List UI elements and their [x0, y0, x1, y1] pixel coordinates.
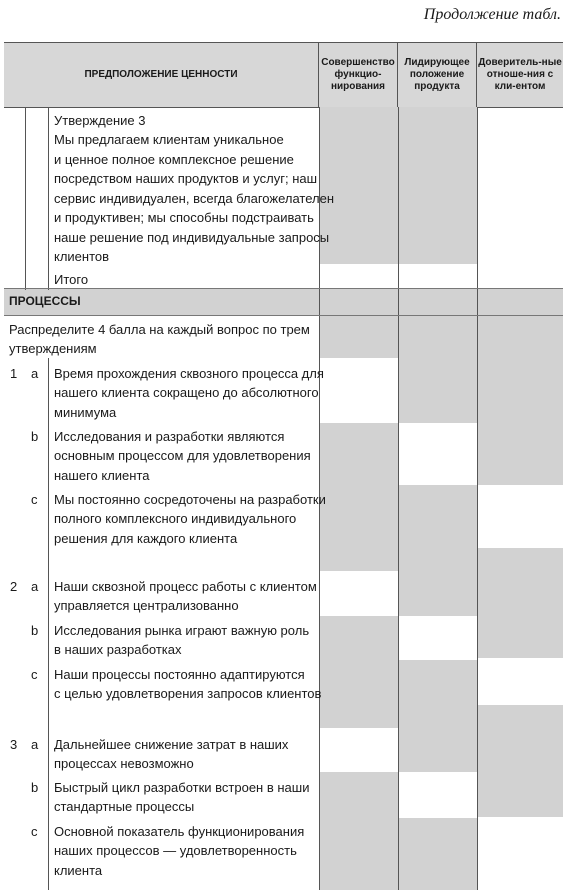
cell-col3-q2c: [477, 705, 563, 817]
item-line: стандартные процессы: [54, 799, 195, 814]
question-number: 2: [10, 579, 18, 594]
statement3-line: клиентов: [54, 249, 110, 264]
item-letter: b: [31, 780, 39, 795]
cell-col1-q2b: [319, 616, 398, 728]
item-line: процессах невозможно: [54, 756, 194, 771]
item-letter: a: [31, 579, 39, 594]
item-line: решения для каждого клиента: [54, 531, 238, 546]
item-line: с целью удовлетворения запросов клиентов: [54, 686, 322, 701]
cell-col1-instruction: [319, 288, 398, 358]
statement3-line: сервис индивидуален, всегда благожелателен: [54, 191, 335, 206]
header-operational-excellence: Совершенство функцио-нирования: [321, 57, 395, 92]
item-line: Наши сквозной процесс работы с клиентом: [54, 579, 317, 594]
cell-col1-q3c: [319, 818, 398, 890]
cell-col2-q3c: [398, 818, 477, 890]
cell-col2-instruction: [398, 288, 477, 423]
item-line: Наши процессы постоянно адаптируются: [54, 667, 305, 682]
item-line: Основной показатель функционирования: [54, 824, 305, 839]
cell-col1-q1b: [319, 423, 398, 571]
cell-col2-statement3: [398, 107, 477, 264]
item-line: Исследования и разработки являются: [54, 429, 285, 444]
item-line: минимума: [54, 405, 117, 420]
instruction-line: утверждениям: [9, 341, 97, 356]
header-product-leadership: Лидирующее положение продукта: [404, 57, 470, 92]
item-letter: a: [31, 366, 39, 381]
item-letter: c: [31, 667, 38, 682]
header-customer-intimacy: Доверитель-ные отноше-ния с кли-ентом: [478, 57, 562, 92]
total-label: Итого: [54, 272, 89, 287]
cell-col3-q2: [477, 548, 563, 658]
cell-col2-q2c: [398, 660, 477, 772]
item-letter: b: [31, 623, 39, 638]
item-line: нашего клиента сокращено до абсолютного: [54, 385, 319, 400]
item-line: Мы постоянно сосредоточены на разработки: [54, 492, 326, 507]
instruction-line: Распределите 4 балла на каждый вопрос по трем: [9, 322, 310, 337]
statement3-line: и ценное полное комплексное решение: [54, 152, 294, 167]
statement3-line: и продуктивен; мы способны подстраивать: [54, 210, 314, 225]
question-number: 1: [10, 366, 18, 381]
statement3-line: наше решение под индивидуальные запросы: [54, 230, 330, 245]
question-number: 3: [10, 737, 18, 752]
table-continuation-caption: Продолжение табл.: [423, 6, 561, 23]
header-value-proposition: ПРЕДПОЛОЖЕНИЕ ЦЕННОСТИ: [84, 69, 238, 80]
cell-col3-instruction: [477, 288, 563, 485]
item-line: Быстрый цикл разработки встроен в наши: [54, 780, 310, 795]
cell-col1-q3b: [319, 772, 398, 818]
item-line: клиента: [54, 863, 103, 878]
item-line: Исследования рынка играют важную роль: [54, 623, 310, 638]
cell-col2-q2: [398, 571, 477, 616]
statement3-title: Утверждение 3: [54, 113, 146, 128]
item-letter: c: [31, 824, 38, 839]
statement3-line: Мы предлагаем клиентам уникальное: [54, 132, 284, 147]
item-letter: a: [31, 737, 39, 752]
item-letter: c: [31, 492, 38, 507]
section-title: ПРОЦЕССЫ: [9, 294, 81, 308]
item-line: наших процессов — удовлетворенность: [54, 843, 297, 858]
item-line: Время прохождения сквозного процесса для: [54, 366, 324, 381]
item-line: Дальнейшее снижение затрат в наших: [54, 737, 289, 752]
item-letter: b: [31, 429, 39, 444]
item-line: управляется централизованно: [54, 598, 239, 613]
item-line: полного комплексного индивидуального: [54, 511, 297, 526]
cell-col1-statement3: [319, 107, 398, 264]
statement3-line: посредством наших продуктов и услуг; наш: [54, 171, 318, 186]
table-header: [4, 42, 563, 108]
item-line: в наших разработках: [54, 642, 182, 657]
cell-col2-q1c: [398, 485, 477, 571]
item-line: нашего клиента: [54, 468, 150, 483]
item-line: основным процессом для удовлетворения: [54, 448, 311, 463]
